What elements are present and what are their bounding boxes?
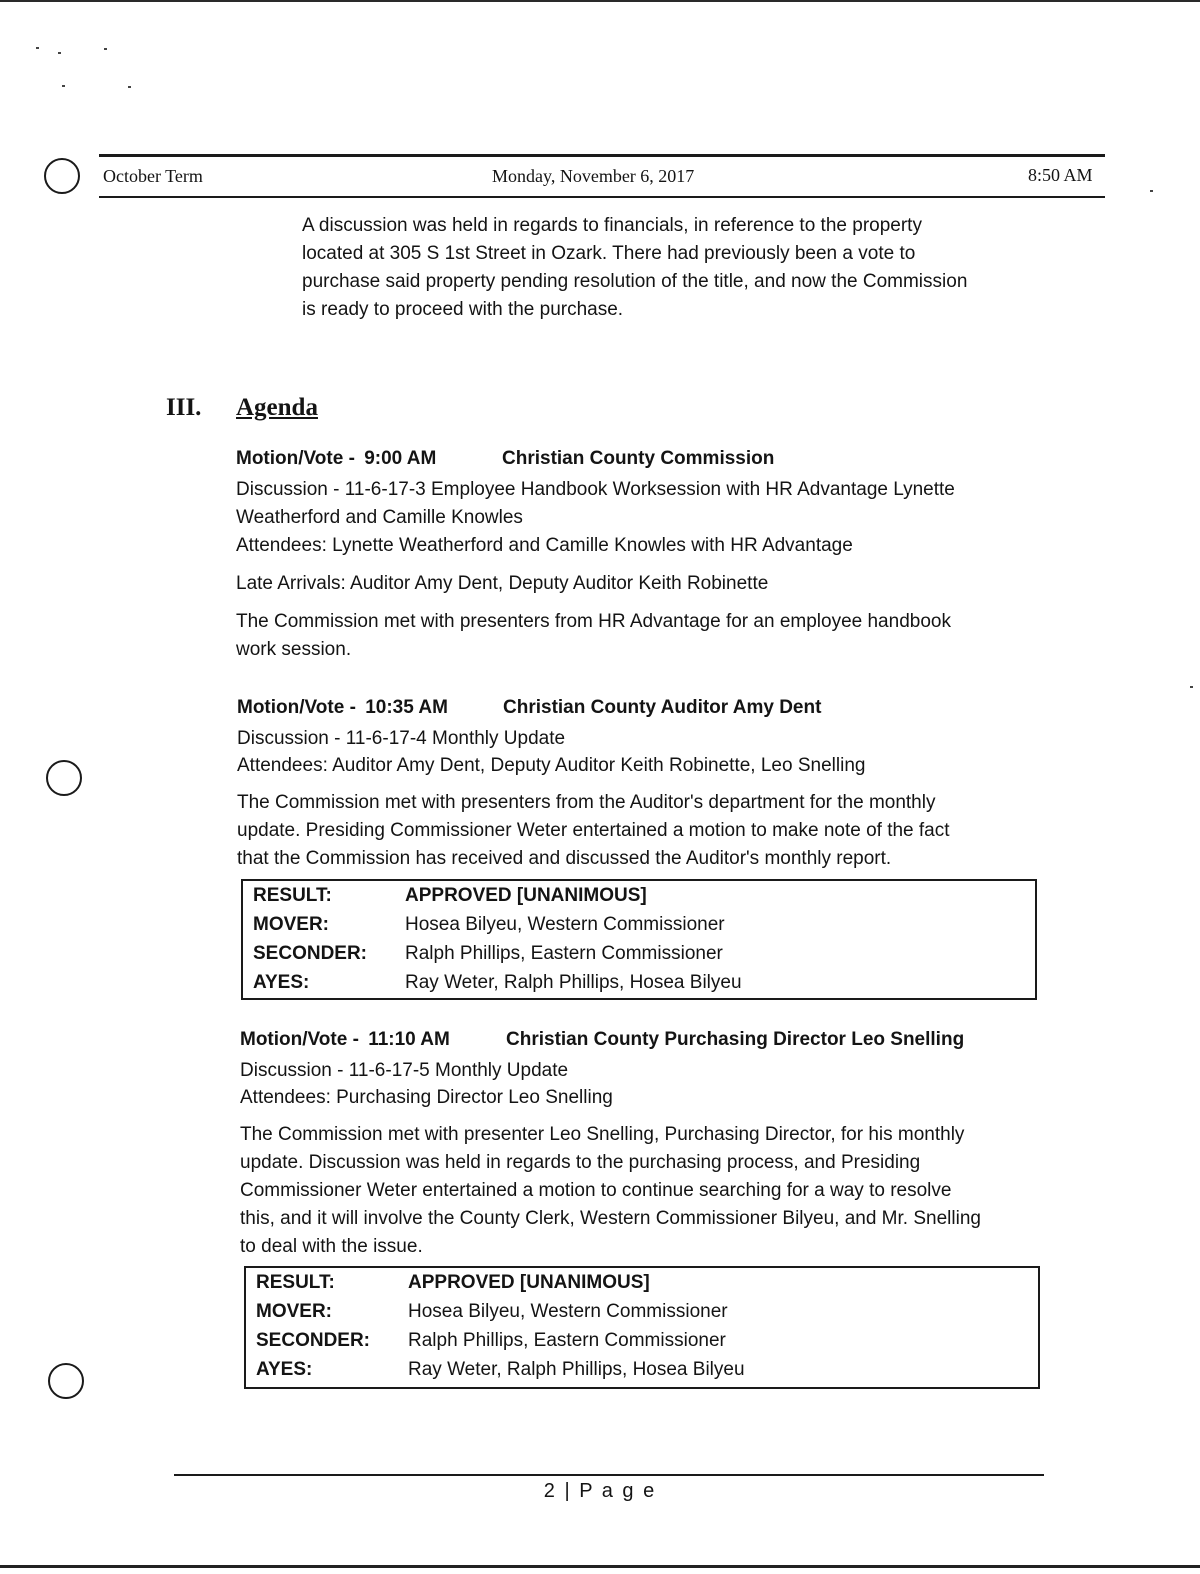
vote-result-box [241,879,1037,1000]
text-line: this, and it will involve the County Clerk, Western Commissioner Bilyeu, and Mr. Snelling [240,1208,981,1229]
table-row [246,1326,1038,1355]
text-line: The Commission met with presenter Leo Snelling, Purchasing Director, for his monthly [240,1124,965,1145]
seconder-label: SECONDER: [256,1329,371,1351]
table-row [246,1268,1038,1297]
motion-block [236,448,955,664]
table-row [243,968,1035,997]
text-line: A discussion was held in regards to financials, in reference to the property [302,215,922,236]
motion-label: Motion/Vote - [237,697,356,718]
motion-heading [236,448,955,476]
text-line: Attendees: Purchasing Director Leo Snelling [240,1087,613,1108]
motion-details [240,1057,981,1111]
binder-hole-icon [44,158,80,194]
scan-speck [128,86,131,88]
motion-time: 9:00 AM [364,448,437,469]
text-line: purchase said property pending resolution of the title, and now the Commission [302,271,968,292]
motion-block [237,697,950,873]
table-row [243,910,1035,939]
header-rule-top [99,154,1105,157]
text-line: located at 305 S 1st Street in Ozark. There had previously been a vote to [302,243,916,264]
seconder-value: Ralph Phillips, Eastern Commissioner [408,1329,726,1351]
ayes-label: AYES: [256,1358,313,1380]
result-value: APPROVED [UNANIMOUS] [408,1271,650,1293]
header-time: 8:50 AM [1028,165,1093,185]
text-line: Commissioner Weter entertained a motion to continue searching for a way to resolve [240,1180,952,1201]
mover-label: MOVER: [253,913,329,935]
motion-block [240,1029,981,1261]
vote-result-table [246,1268,1038,1384]
text-line: update. Presiding Commissioner Weter entertained a motion to make note of the fact [237,820,950,841]
ayes-value: Ray Weter, Ralph Phillips, Hosea Bilyeu [405,971,742,993]
section-title: Agenda [236,394,318,421]
scan-top-edge [0,0,1200,2]
table-row [243,939,1035,968]
binder-hole-icon [46,760,82,796]
ayes-value: Ray Weter, Ralph Phillips, Hosea Bilyeu [408,1358,745,1380]
text-line: Discussion - 11-6-17-4 Monthly Update [237,728,566,749]
text-line: that the Commission has received and discussed the Auditor's monthly report. [237,848,892,869]
text-line: The Commission met with presenters from the Auditor's department for the monthly [237,792,936,813]
text-line: Weatherford and Camille Knowles [236,507,523,528]
motion-summary [236,608,955,664]
seconder-value: Ralph Phillips, Eastern Commissioner [405,942,723,964]
motion-details [236,476,955,560]
motion-summary [237,789,950,873]
seconder-label: SECONDER: [253,942,368,964]
result-label: RESULT: [253,884,332,906]
intro-paragraph [302,212,967,324]
text-line: The Commission met with presenters from HR Advantage for an employee handbook [236,611,951,632]
motion-summary [240,1121,981,1261]
late-arrivals: Late Arrivals: Auditor Amy Dent, Deputy Auditor Keith Robinette [236,573,769,594]
table-row [246,1355,1038,1384]
scan-speck [36,47,39,49]
text-line: is ready to proceed with the purchase. [302,299,624,320]
table-row [246,1297,1038,1326]
motion-time: 11:10 AM [368,1029,450,1050]
text-line: Attendees: Auditor Amy Dent, Deputy Auditor Keith Robinette, Leo Snelling [237,755,866,776]
mover-value: Hosea Bilyeu, Western Commissioner [405,913,725,935]
scan-speck [1150,190,1153,192]
header-rule-bottom [99,196,1105,198]
scan-speck [104,48,107,50]
header-term: October Term [103,166,203,186]
motion-details [237,725,950,779]
text-line: Discussion - 11-6-17-5 Monthly Update [240,1060,569,1081]
text-line: to deal with the issue. [240,1236,423,1257]
section-number: III. [166,394,202,421]
text-line: update. Discussion was held in regards to the purchasing process, and Presiding [240,1152,921,1173]
scan-speck [62,85,65,87]
motion-presenter: Christian County Commission [502,448,775,469]
table-row [243,881,1035,910]
vote-result-table [243,881,1035,997]
text-line: Discussion - 11-6-17-3 Employee Handbook Worksession with HR Advantage Lynette [236,479,955,500]
motion-time: 10:35 AM [365,697,448,718]
mover-value: Hosea Bilyeu, Western Commissioner [408,1300,728,1322]
motion-label: Motion/Vote - [240,1029,359,1050]
motion-heading [240,1029,981,1057]
motion-label: Motion/Vote - [236,448,355,469]
result-label: RESULT: [256,1271,335,1293]
header-date: Monday, November 6, 2017 [492,166,695,186]
motion-presenter: Christian County Auditor Amy Dent [503,697,822,718]
scan-speck [58,52,61,54]
motion-presenter: Christian County Purchasing Director Leo Snelling [506,1029,965,1050]
text-line: Attendees: Lynette Weatherford and Camille Knowles with HR Advantage [236,535,853,556]
page-number: 2 | P a g e [543,1480,657,1502]
motion-heading [237,697,950,725]
binder-hole-icon [48,1363,84,1399]
footer-rule [174,1474,1044,1476]
scan-speck [1190,686,1193,688]
text-line: work session. [236,639,352,660]
vote-result-box [244,1266,1040,1389]
scan-bottom-edge [0,1565,1200,1568]
mover-label: MOVER: [256,1300,332,1322]
result-value: APPROVED [UNANIMOUS] [405,884,647,906]
ayes-label: AYES: [253,971,310,993]
